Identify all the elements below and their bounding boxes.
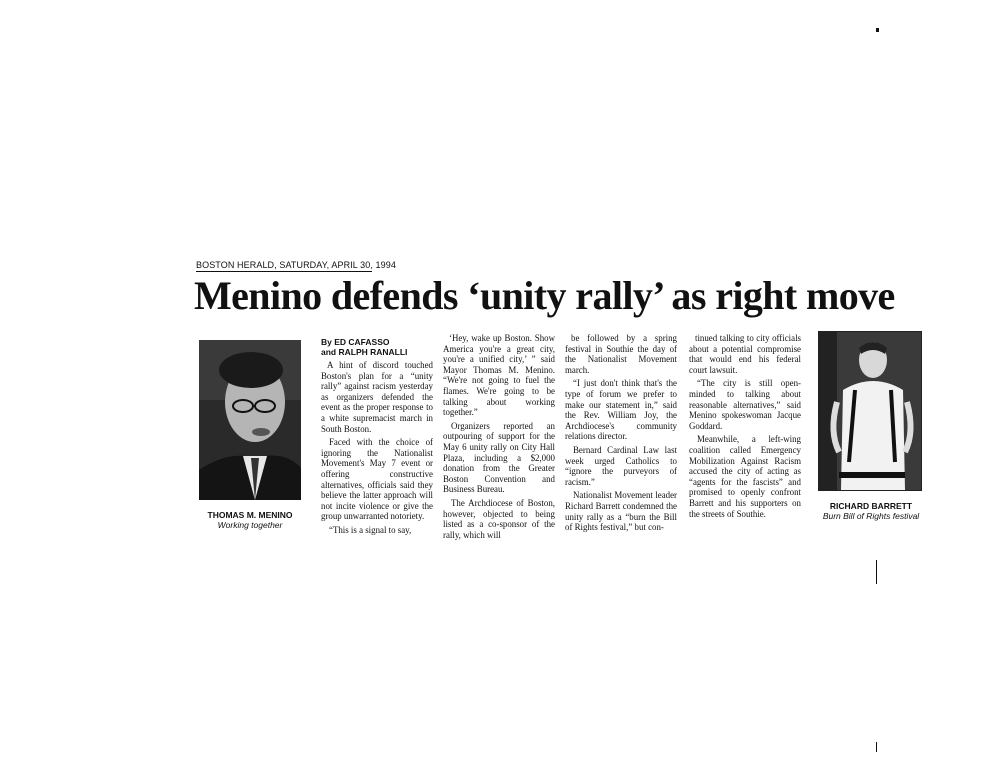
menino-caption-name: THOMAS M. MENINO (207, 510, 293, 520)
barrett-photo (818, 331, 922, 491)
paragraph: “The city is still open-minded to talking about reasonable alternatives,” said Menino spokeswoman Jacque Goddard. (689, 378, 801, 431)
paragraph: “This is a signal to say, (329, 524, 412, 535)
headline: Menino defends ‘unity rally’ as right move (194, 273, 895, 318)
paragraph: “I just don't think that's the type of forum we prefer to make our statement in,” said the Rev. William Joy, the Archdiocese's community relations director. (565, 378, 677, 442)
scan-speck (876, 560, 877, 584)
paragraph: A hint of discord touched Boston's plan for a “unity rally” against racism yesterday as organizers defended the event as the proper response to a white supremacist march in South Boston. (321, 360, 433, 434)
menino-caption (196, 510, 304, 530)
byline-line-1: By ED CAFASSO (321, 337, 390, 347)
barrett-caption (808, 501, 934, 521)
paragraph: Nationalist Movement leader Richard Barrett condemned the unity rally as a “burn the Bill of Rights festival,” but con- (565, 490, 677, 533)
barrett-caption-name: RICHARD BARRETT (829, 501, 913, 511)
menino-caption-text: Working together (217, 520, 283, 530)
article-column-3 (565, 333, 677, 536)
paragraph: ‘Hey, wake up Boston. Show America you're a great city, you're a unified city,’ ” said Mayor Thomas M. Menino. “We're not going to fuel the flames. We're going to be talking about working together.” (443, 333, 555, 418)
barrett-caption-text: Burn Bill of Rights festival (822, 511, 920, 521)
byline-line-2: and RALPH RANALLI (321, 347, 408, 357)
masthead-dateline: BOSTON HERALD, SATURDAY, APRIL 30, 1994 (196, 260, 396, 270)
paragraph: Organizers reported an outpouring of support for the May 6 unity rally on City Hall Plaza, including a $2,000 donation from the Greater Boston Convention and Business Bureau. (443, 420, 555, 495)
barrett-portrait-image (819, 332, 921, 490)
paragraph: tinued talking to city officials about a potential compromise that would end his federal court lawsuit. (689, 333, 801, 375)
article-column-2 (443, 333, 555, 543)
paragraph: Meanwhile, a left-wing coalition called Emergency Mobilization Against Racism accused the city of acting as “agents for the fascists” and promised to openly confront Barrett and his supporters on the streets of Southie. (689, 434, 801, 519)
scan-speck (876, 742, 877, 752)
scan-speck (876, 28, 879, 32)
paragraph: be followed by a spring festival in Southie the day of the Nationalist Movement march. (565, 333, 677, 375)
menino-portrait-image (199, 340, 301, 500)
article-column-4 (689, 333, 801, 522)
byline (321, 337, 433, 357)
menino-photo (199, 340, 301, 500)
paragraph: Bernard Cardinal Law last week urged Catholics to “ignore the purveyors of racism.” (565, 444, 677, 487)
paragraph: Faced with the choice of ignoring the Nationalist Movement's May 7 event or offering constructive alternatives, officials said they believe the latter approach will not incite violence or give the group unwarranted notoriety. (321, 437, 433, 522)
paragraph: The Archdiocese of Boston, however, objected to being listed as a co-sponsor of the rally, which will (443, 497, 555, 540)
article-column-1 (321, 333, 433, 539)
